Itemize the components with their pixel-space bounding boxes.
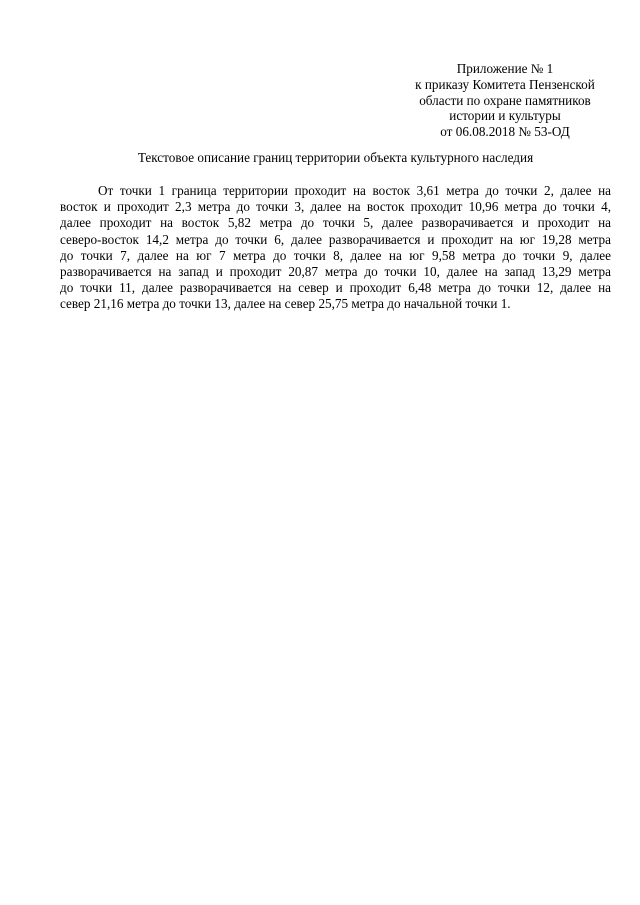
- body-line: восток и проходит 2,3 метра до точки 3, далее на восток проходит 10,96 метра до точки 4,: [60, 199, 611, 215]
- body-line: разворачивается на запад и проходит 20,87 метра до точки 10, далее на запад 13,29 метра: [60, 264, 611, 280]
- body-line: далее проходит на восток 5,82 метра до точки 5, далее разворачивается и проходит на: [60, 215, 611, 231]
- boundary-description: [60, 183, 611, 313]
- body-line: От точки 1 граница территории проходит на восток 3,61 метра до точки 2, далее на: [98, 183, 611, 198]
- document-title: Текстовое описание границ территории объекта культурного наследия: [137, 150, 534, 165]
- body-line: север 21,16 метра до точки 13, далее на север 25,75 метра до начальной точки 1.: [60, 296, 511, 312]
- appendix-line: к приказу Комитета Пензенской: [415, 76, 595, 92]
- appendix-line: от 06.08.2018 № 53-ОД: [440, 124, 570, 140]
- appendix-header: [395, 61, 615, 140]
- appendix-line: Приложение № 1: [456, 61, 554, 76]
- body-line: до точки 11, далее разворачивается на север и проходит 6,48 метра до точки 12, далее на: [60, 280, 611, 296]
- body-line: северо-восток 14,2 метра до точки 6, далее разворачивается и проходит на юг 19,28 метра: [60, 231, 611, 247]
- body-line: до точки 7, далее на юг 7 метра до точки 8, далее на юг 9,58 метра до точки 9, далее: [60, 247, 611, 263]
- appendix-line: истории и культуры: [449, 108, 561, 124]
- appendix-line: области по охране памятников: [419, 92, 591, 108]
